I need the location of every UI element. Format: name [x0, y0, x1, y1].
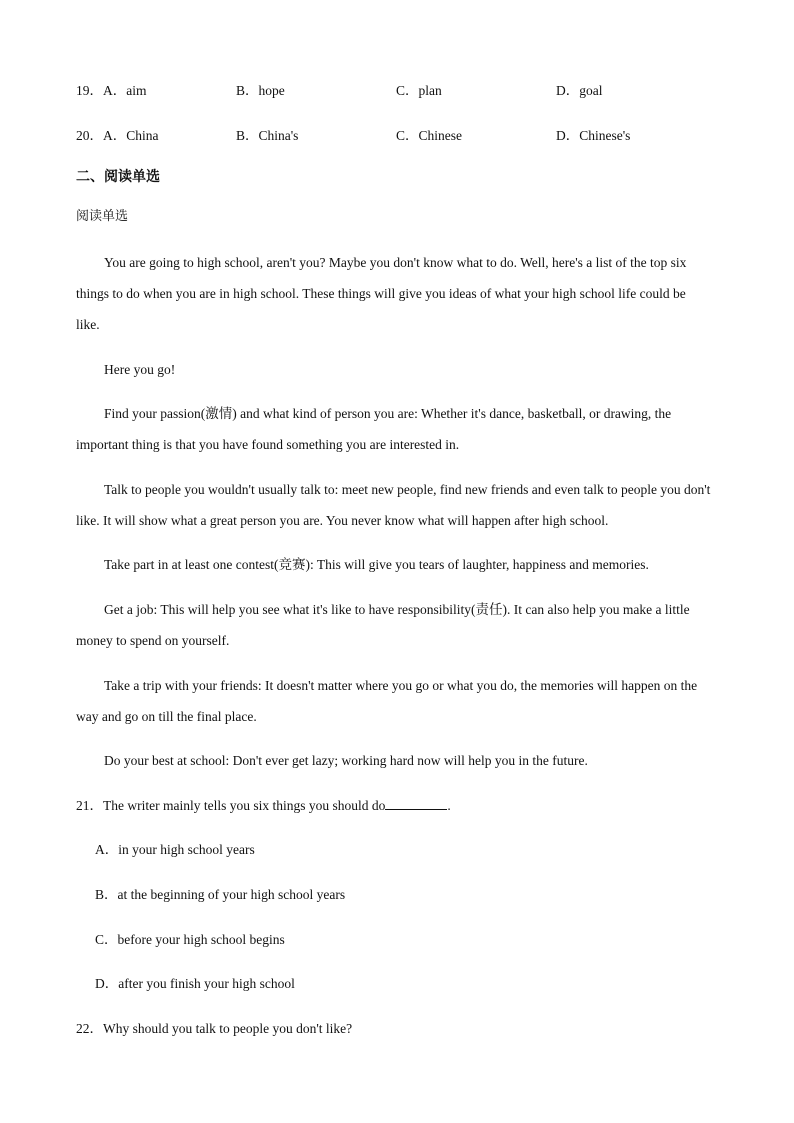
passage-paragraph-2: Here you go!: [104, 362, 176, 377]
q20-option-c[interactable]: C．Chinese: [396, 128, 462, 143]
passage-paragraph-8: Do your best at school: Don't ever get lazy; working hard now will help you in the future.: [104, 753, 588, 768]
q20-option-b[interactable]: B．China's: [236, 128, 299, 143]
q19-option-c[interactable]: C．plan: [396, 83, 442, 98]
q21-answer-blank[interactable]: [385, 797, 447, 810]
question-20-options: [76, 126, 716, 146]
q21-stem-end: .: [447, 798, 451, 813]
passage-paragraph-7: Take a trip with your friends: It doesn't matter where you go or what you do, the memories will happen on the way and go on till the final place.: [76, 678, 698, 724]
q21-choice-c[interactable]: C．before your high school begins: [95, 932, 285, 947]
q19-option-d[interactable]: D．goal: [556, 83, 603, 98]
question-22-stem: 22．Why should you talk to people you don't like?: [76, 1021, 353, 1036]
q21-choice-b[interactable]: B．at the beginning of your high school years: [95, 887, 346, 902]
q20-option-a[interactable]: [76, 126, 159, 146]
question-21-stem: [76, 796, 451, 816]
passage-paragraph-5: Take part in at least one contest(竞赛): This will give you tears of laughter, happiness and memories.: [104, 557, 649, 572]
q21-stem-text: 21．The writer mainly tells you six things you should do: [76, 798, 386, 813]
question-19-options: [76, 81, 716, 101]
q19-option-a-label: A．aim: [103, 83, 147, 98]
q21-choice-a[interactable]: A．in your high school years: [95, 842, 255, 857]
q19-option-a[interactable]: [76, 81, 147, 101]
section-subheading: 阅读单选: [76, 209, 129, 224]
q20-option-a-label: A．China: [103, 128, 159, 143]
q20-option-d[interactable]: D．Chinese's: [556, 128, 631, 143]
passage-paragraph-4: Talk to people you wouldn't usually talk to: meet new people, find new friends and even talk to people you don't like. It will show what a great person you are. You never know what will happen after high school.: [76, 482, 711, 528]
section-heading: 二、阅读单选: [76, 169, 160, 185]
passage-paragraph-6: Get a job: This will help you see what it's like to have responsibility(责任). It can also help you make a little money to spend on yourself.: [76, 602, 690, 648]
q19-number: 19．: [76, 83, 103, 98]
q21-choice-d[interactable]: D．after you finish your high school: [95, 976, 295, 991]
passage-paragraph-3: Find your passion(激情) and what kind of person you are: Whether it's dance, basketball, or drawing, the important thing is that you have found something you are interested in.: [76, 406, 672, 452]
q20-number: 20．: [76, 128, 103, 143]
passage-paragraph-1: You are going to high school, aren't you? Maybe you don't know what to do. Well, here's a list of the top six things to do when you are in high school. These things will give you ideas of what your high school life could be like.: [76, 255, 687, 332]
q19-option-b[interactable]: B．hope: [236, 83, 285, 98]
